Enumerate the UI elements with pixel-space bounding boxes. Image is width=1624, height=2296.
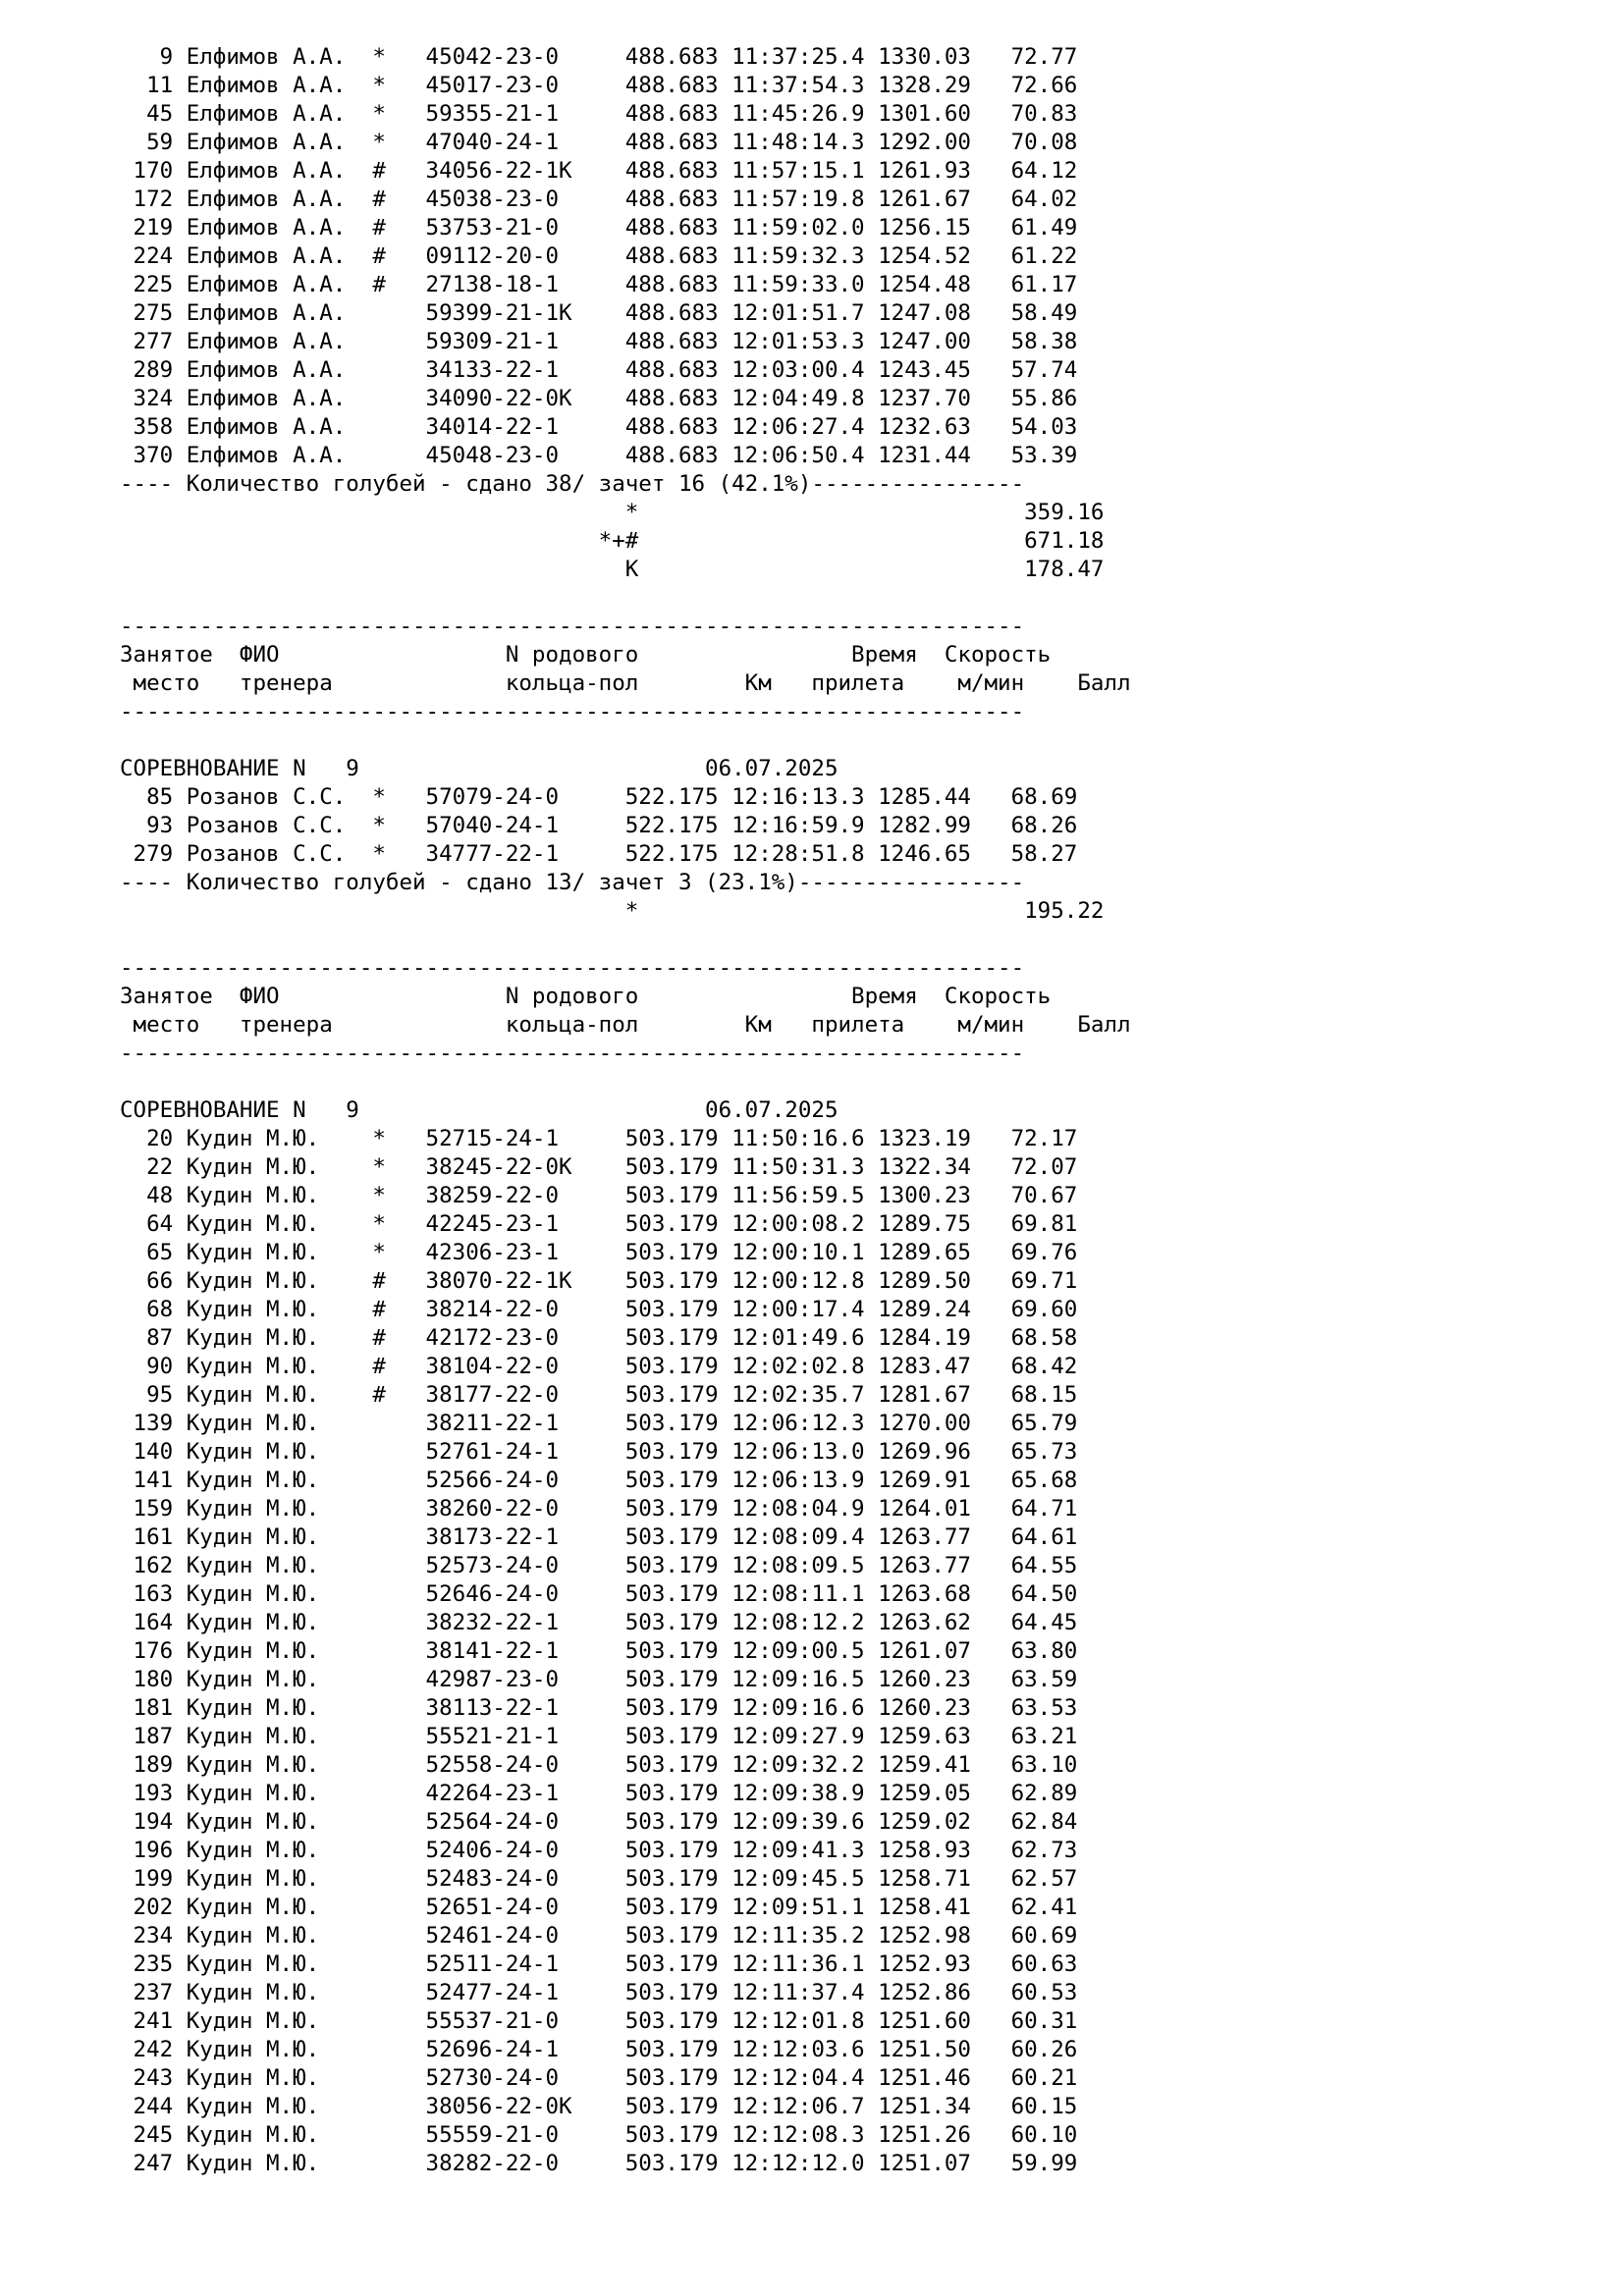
result-row: 187 Кудин М.Ю. 55521-21-1 503.179 12:09:27.9 1259.63 63.21 — [120, 1724, 1078, 1749]
result-row: 159 Кудин М.Ю. 38260-22-0 503.179 12:08:04.9 1264.01 64.71 — [120, 1496, 1078, 1522]
result-row: 244 Кудин М.Ю. 38056-22-0К 503.179 12:12:06.7 1251.34 60.15 — [120, 2094, 1078, 2119]
result-row: 279 Розанов С.С. * 34777-22-1 522.175 12:28:51.8 1246.65 58.27 — [120, 841, 1078, 867]
result-row: 247 Кудин М.Ю. 38282-22-0 503.179 12:12:12.0 1251.07 59.99 — [120, 2151, 1078, 2176]
result-row: 11 Елфимов А.А. * 45017-23-0 488.683 11:37:54.3 1328.29 72.66 — [120, 73, 1078, 98]
result-row: 20 Кудин М.Ю. * 52715-24-1 503.179 11:50:16.6 1323.19 72.17 — [120, 1126, 1078, 1151]
result-row: 202 Кудин М.Ю. 52651-24-0 503.179 12:09:51.1 1258.41 62.41 — [120, 1895, 1078, 1920]
result-row: 140 Кудин М.Ю. 52761-24-1 503.179 12:06:13.0 1269.96 65.73 — [120, 1439, 1078, 1465]
separator-line: -------------------------------------------------------------------- — [120, 614, 1025, 639]
result-row: 242 Кудин М.Ю. 52696-24-1 503.179 12:12:03.6 1251.50 60.26 — [120, 2037, 1078, 2062]
result-row: 194 Кудин М.Ю. 52564-24-0 503.179 12:09:39.6 1259.02 62.84 — [120, 1809, 1078, 1835]
total-line: *+# 671.18 — [120, 528, 1105, 554]
result-row: 277 Елфимов А.А. 59309-21-1 488.683 12:01:53.3 1247.00 58.38 — [120, 329, 1078, 354]
result-row: 170 Елфимов А.А. # 34056-22-1К 488.683 11:57:15.1 1261.93 64.12 — [120, 158, 1078, 184]
result-row: 224 Елфимов А.А. # 09112-20-0 488.683 11:59:32.3 1254.52 61.22 — [120, 243, 1078, 269]
separator-line: -------------------------------------------------------------------- — [120, 955, 1025, 981]
result-row: 90 Кудин М.Ю. # 38104-22-0 503.179 12:02:02.8 1283.47 68.42 — [120, 1354, 1078, 1379]
total-line: К 178.47 — [120, 557, 1105, 582]
blank-line — [120, 584, 1624, 613]
result-row: 243 Кудин М.Ю. 52730-24-0 503.179 12:12:04.4 1251.46 60.21 — [120, 2065, 1078, 2091]
result-row: 358 Елфимов А.А. 34014-22-1 488.683 12:06:27.4 1232.63 54.03 — [120, 414, 1078, 440]
separator-line: -------------------------------------------------------------------- — [120, 699, 1025, 724]
result-row: 9 Елфимов А.А. * 45042-23-0 488.683 11:37:25.4 1330.03 72.77 — [120, 44, 1078, 70]
result-row: 161 Кудин М.Ю. 38173-22-1 503.179 12:08:09.4 1263.77 64.61 — [120, 1524, 1078, 1550]
result-row: 172 Елфимов А.А. # 45038-23-0 488.683 11:57:19.8 1261.67 64.02 — [120, 187, 1078, 212]
result-row: 93 Розанов С.С. * 57040-24-1 522.175 12:16:59.9 1282.99 68.26 — [120, 813, 1078, 838]
result-row: 370 Елфимов А.А. 45048-23-0 488.683 12:06:50.4 1231.44 53.39 — [120, 443, 1078, 468]
result-row: 139 Кудин М.Ю. 38211-22-1 503.179 12:06:12.3 1270.00 65.79 — [120, 1411, 1078, 1436]
result-row: 164 Кудин М.Ю. 38232-22-1 503.179 12:08:12.2 1263.62 64.45 — [120, 1610, 1078, 1635]
total-line: * 359.16 — [120, 500, 1105, 525]
result-row: 193 Кудин М.Ю. 42264-23-1 503.179 12:09:38.9 1259.05 62.89 — [120, 1781, 1078, 1806]
count-summary-line: ---- Количество голубей - сдано 13/ зачет 3 (23.1%)----------------- — [120, 870, 1025, 895]
competition-line: СОРЕВНОВАНИЕ N 9 06.07.2025 — [120, 756, 839, 781]
result-row: 219 Елфимов А.А. # 53753-21-0 488.683 11:59:02.0 1256.15 61.49 — [120, 215, 1078, 240]
result-row: 87 Кудин М.Ю. # 42172-23-0 503.179 12:01:49.6 1284.19 68.58 — [120, 1325, 1078, 1351]
result-row: 234 Кудин М.Ю. 52461-24-0 503.179 12:11:35.2 1252.98 60.69 — [120, 1923, 1078, 1949]
result-row: 65 Кудин М.Ю. * 42306-23-1 503.179 12:00:10.1 1289.65 69.76 — [120, 1240, 1078, 1265]
result-row: 245 Кудин М.Ю. 55559-21-0 503.179 12:12:08.3 1251.26 60.10 — [120, 2122, 1078, 2148]
result-row: 48 Кудин М.Ю. * 38259-22-0 503.179 11:56:59.5 1300.23 70.67 — [120, 1183, 1078, 1208]
result-row: 162 Кудин М.Ю. 52573-24-0 503.179 12:08:09.5 1263.77 64.55 — [120, 1553, 1078, 1578]
result-row: 163 Кудин М.Ю. 52646-24-0 503.179 12:08:11.1 1263.68 64.50 — [120, 1581, 1078, 1607]
result-row: 289 Елфимов А.А. 34133-22-1 488.683 12:03:00.4 1243.45 57.74 — [120, 357, 1078, 383]
result-row: 64 Кудин М.Ю. * 42245-23-1 503.179 12:00:08.2 1289.75 69.81 — [120, 1211, 1078, 1237]
result-row: 180 Кудин М.Ю. 42987-23-0 503.179 12:09:16.5 1260.23 63.59 — [120, 1667, 1078, 1692]
blank-line — [120, 1068, 1624, 1096]
result-row: 237 Кудин М.Ю. 52477-24-1 503.179 12:11:37.4 1252.86 60.53 — [120, 1980, 1078, 2005]
result-row: 181 Кудин М.Ю. 38113-22-1 503.179 12:09:16.6 1260.23 63.53 — [120, 1695, 1078, 1721]
result-row: 141 Кудин М.Ю. 52566-24-0 503.179 12:06:13.9 1269.91 65.68 — [120, 1468, 1078, 1493]
result-row: 45 Елфимов А.А. * 59355-21-1 488.683 11:45:26.9 1301.60 70.83 — [120, 101, 1078, 127]
result-row: 66 Кудин М.Ю. # 38070-22-1К 503.179 12:00:12.8 1289.50 69.71 — [120, 1268, 1078, 1294]
result-row: 22 Кудин М.Ю. * 38245-22-0К 503.179 11:50:31.3 1322.34 72.07 — [120, 1154, 1078, 1180]
result-row: 225 Елфимов А.А. # 27138-18-1 488.683 11:59:33.0 1254.48 61.17 — [120, 272, 1078, 297]
total-line: * 195.22 — [120, 898, 1105, 924]
separator-line: -------------------------------------------------------------------- — [120, 1041, 1025, 1066]
result-row: 199 Кудин М.Ю. 52483-24-0 503.179 12:09:45.5 1258.71 62.57 — [120, 1866, 1078, 1892]
report-text-body — [0, 43, 1624, 2178]
column-header-line: место тренера кольца-пол Км прилета м/мин Балл — [120, 1012, 1131, 1038]
result-row: 68 Кудин М.Ю. # 38214-22-0 503.179 12:00:17.4 1289.24 69.60 — [120, 1297, 1078, 1322]
competition-line: СОРЕВНОВАНИЕ N 9 06.07.2025 — [120, 1097, 839, 1123]
column-header-line: место тренера кольца-пол Км прилета м/мин Балл — [120, 670, 1131, 696]
result-row: 59 Елфимов А.А. * 47040-24-1 488.683 11:48:14.3 1292.00 70.08 — [120, 130, 1078, 155]
result-row: 95 Кудин М.Ю. # 38177-22-0 503.179 12:02:35.7 1281.67 68.15 — [120, 1382, 1078, 1408]
result-row: 176 Кудин М.Ю. 38141-22-1 503.179 12:09:00.5 1261.07 63.80 — [120, 1638, 1078, 1664]
result-row: 85 Розанов С.С. * 57079-24-0 522.175 12:16:13.3 1285.44 68.69 — [120, 784, 1078, 810]
column-header-line: Занятое ФИО N родового Время Скорость — [120, 984, 1052, 1009]
result-row: 196 Кудин М.Ю. 52406-24-0 503.179 12:09:41.3 1258.93 62.73 — [120, 1838, 1078, 1863]
result-row: 275 Елфимов А.А. 59399-21-1К 488.683 12:01:51.7 1247.08 58.49 — [120, 300, 1078, 326]
result-row: 241 Кудин М.Ю. 55537-21-0 503.179 12:12:01.8 1251.60 60.31 — [120, 2008, 1078, 2034]
result-row: 189 Кудин М.Ю. 52558-24-0 503.179 12:09:32.2 1259.41 63.10 — [120, 1752, 1078, 1778]
column-header-line: Занятое ФИО N родового Время Скорость — [120, 642, 1052, 667]
blank-line — [120, 726, 1624, 755]
count-summary-line: ---- Количество голубей - сдано 38/ зачет 16 (42.1%)---------------- — [120, 471, 1025, 497]
result-row: 235 Кудин М.Ю. 52511-24-1 503.179 12:11:36.1 1252.93 60.63 — [120, 1951, 1078, 1977]
blank-line — [120, 926, 1624, 954]
result-row: 324 Елфимов А.А. 34090-22-0К 488.683 12:04:49.8 1237.70 55.86 — [120, 386, 1078, 411]
